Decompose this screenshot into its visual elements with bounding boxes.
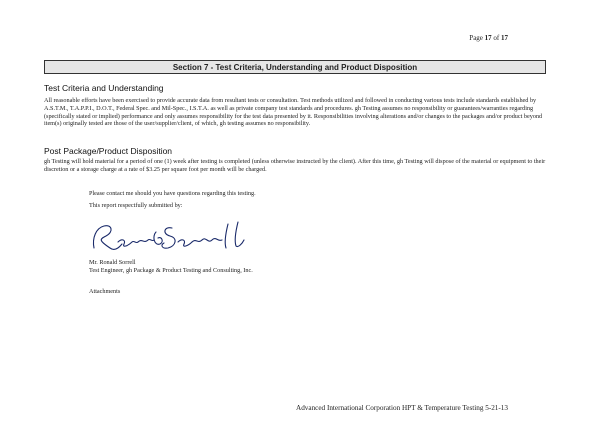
- contact-line: Please contact me should you have questions regarding this testing.: [89, 190, 256, 197]
- signatory-block: [89, 259, 253, 274]
- handwritten-signature: [88, 218, 258, 258]
- test-criteria-heading: Test Criteria and Understanding: [44, 83, 164, 93]
- signatory-title: Test Engineer, gh Package & Product Testing and Consulting, Inc.: [89, 266, 253, 274]
- submitted-by-line: This report respectfully submitted by:: [89, 202, 183, 209]
- test-criteria-paragraph: All reasonable efforts have been exercised to provide accurate data from resultant tests or consultation. Test methods utilized and followed in conducting various tests include standards established by A.S.T.M., T.A.P.P.I., D.O.T., Federal Spec. and Mil-Spec., I.S.T.A. as well as private company test standards and procedures. gh Testing assumes no responsibility or guarantees/warranties regarding (specifically stated or implied) performance and only assumes responsibility for the test data presented by it. Responsibilities involving alterations and/or changes to the packages and/or product beyond item(s) originally tested are those of the user/supplier/client, of which, gh testing assumes no responsibility.: [44, 97, 543, 128]
- page-number: Page 17 of 17: [469, 34, 508, 42]
- attachments-label: Attachments: [89, 288, 121, 295]
- section-title: Section 7 - Test Criteria, Understanding and Product Disposition: [44, 60, 546, 74]
- post-package-heading: Post Package/Product Disposition: [44, 146, 173, 156]
- post-package-paragraph: gh Testing will hold material for a period of one (1) week after testing is completed (unless otherwise instructed by the client). After this time, gh Testing will dispose of the material or equipment to their discretion or a storage charge at a rate of $3.25 per square foot per month will be charged.: [44, 158, 546, 173]
- page-footer: Advanced International Corporation HPT & Temperature Testing 5-21-13: [296, 404, 508, 412]
- signatory-name: Mr. Ronald Sorrell: [89, 259, 136, 266]
